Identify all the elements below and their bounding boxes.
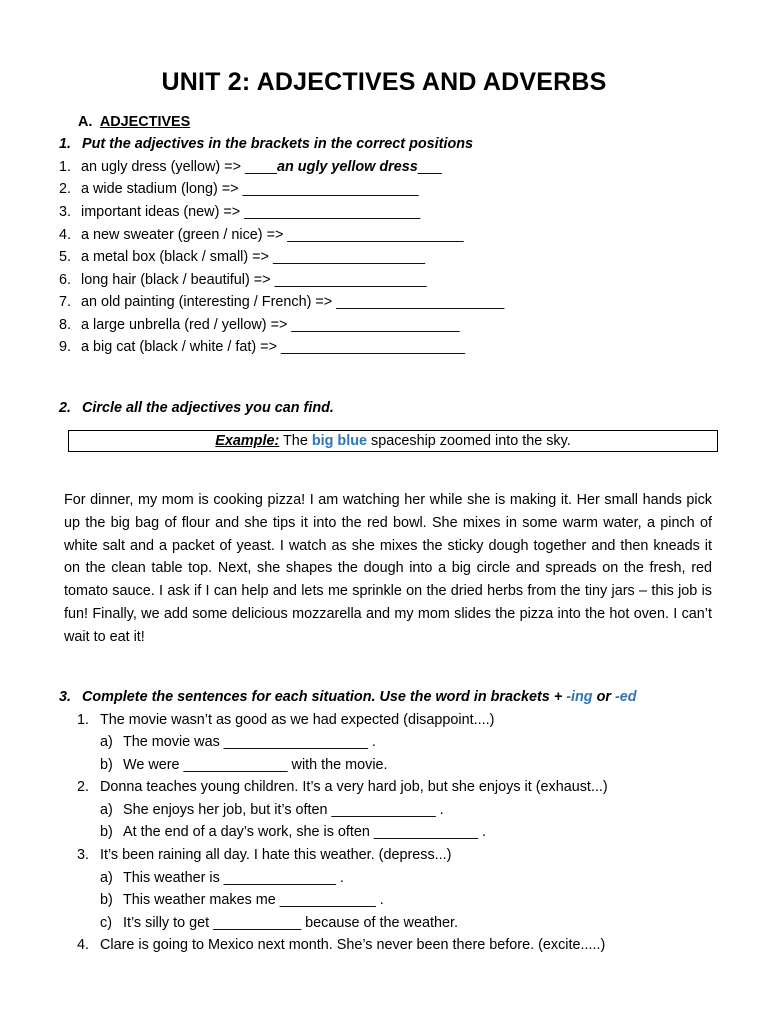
q3-subitem [100,892,384,908]
q3-subitem [100,824,486,840]
subitem-text: She enjoys her job, but it’s often _____________ . [123,802,444,818]
q1-item [59,227,463,243]
section-label: ADJECTIVES [99,114,191,130]
item-number: 1. [59,159,72,175]
item-text: a metal box (black / small) => ___________________ [81,249,426,265]
subitem-text: We were _____________ with the movie. [123,757,388,773]
subitem-text: It’s silly to get ___________ because of the weather. [123,915,458,931]
item-blank: ___ [417,159,442,175]
item-number: 4. [59,227,72,243]
q3-subitem [100,757,388,773]
item-number: 2. [59,181,72,197]
subitem-letter: a) [100,734,113,750]
item-number: 2. [77,779,90,795]
subitem-letter: a) [100,870,113,886]
example-box [68,430,718,452]
item-text: Donna teaches young children. It’s a very hard job, but she enjoys it (exhaust...) [100,779,608,795]
example-pre: The [279,433,312,449]
item-text: a big cat (black / white / fat) => _______________________ [81,339,466,355]
q1-item [59,339,465,355]
q3-ing: -ing [566,689,593,705]
q1-text: Put the adjectives in the brackets in the correct positions [82,136,474,152]
item-text: Clare is going to Mexico next month. She’s never been there before. (excite.....) [100,937,606,953]
item-number: 5. [59,249,72,265]
subitem-letter: b) [100,824,113,840]
q3-item [77,712,494,728]
q2-instruction [59,400,334,416]
example-label: Example: [215,433,280,449]
q1-item [59,294,504,310]
subitem-letter: c) [100,915,112,931]
example-post: spaceship zoomed into the sky. [367,433,571,449]
q1-item [59,272,427,288]
subitem-text: This weather is ______________ . [123,870,344,886]
q1-item [59,249,425,265]
q3-subitem [100,915,458,931]
q1-item [59,204,420,220]
item-number: 8. [59,317,72,333]
q3-number: 3. [59,689,72,705]
q3-or: or [592,689,615,705]
q3-item [77,847,451,863]
item-text: It’s been raining all day. I hate this weather. (depress...) [100,847,452,863]
item-text: The movie wasn’t as good as we had expected (disappoint....) [100,712,495,728]
item-text: important ideas (new) => ______________________ [81,204,421,220]
section-a-heading [78,114,190,130]
q3-item [77,937,605,953]
item-number: 9. [59,339,72,355]
q3-text: Complete the sentences for each situation. Use the word in brackets + [82,689,567,705]
example-highlight: big blue [311,433,367,449]
item-text: an ugly dress (yellow) => ____ [81,159,277,175]
q1-item [59,159,442,175]
q3-subitem [100,734,376,750]
subitem-letter: a) [100,802,113,818]
item-number: 4. [77,937,90,953]
section-letter: A. [78,114,93,130]
q1-instruction [59,136,473,152]
q3-instruction [59,689,637,705]
q2-text: Circle all the adjectives you can find. [82,400,334,416]
reading-paragraph: For dinner, my mom is cooking pizza! I am watching her while she is making it. Her small hands pick up the big bag of flour and she tips it into the red bowl. She mixes in some warm water, a pinch of white salt and a packet of yeast. I watch as she mixes the sticky dough together and then kneads it on the clean table top. Next, she shapes the dough into a big circle and spreads on the fresh, red tomato sauce. I ask if I can help and lets me sprinkle on the dried herbs from the tiny jars – this job is fun! Finally, we add some delicious mozzarella and my mom slides the pizza into the hot oven. I can’t wait to eat it! [64,492,712,645]
q3-subitem [100,870,344,886]
item-text: an old painting (interesting / French) => _____________________ [81,294,505,310]
item-number: 1. [77,712,90,728]
subitem-text: At the end of a day’s work, she is often _____________ . [123,824,486,840]
q1-number: 1. [59,136,72,152]
page-title: UNIT 2: ADJECTIVES AND ADVERBS [161,68,607,96]
item-number: 3. [77,847,90,863]
q1-item [59,317,459,333]
item-number: 3. [59,204,72,220]
item-text: a new sweater (green / nice) => ______________________ [81,227,464,243]
q3-subitem [100,802,444,818]
subitem-text: This weather makes me ____________ . [123,892,384,908]
q3-item [77,779,608,795]
q3-ed: -ed [614,689,637,705]
q2-number: 2. [59,400,72,416]
subitem-letter: b) [100,892,113,908]
item-answer: an ugly yellow dress [276,159,418,175]
q1-item [59,181,419,197]
item-number: 6. [59,272,72,288]
item-number: 7. [59,294,72,310]
item-text: long hair (black / beautiful) => ___________________ [81,272,427,288]
subitem-text: The movie was __________________ . [123,734,376,750]
item-text: a large unbrella (red / yellow) => _____________________ [81,317,460,333]
item-text: a wide stadium (long) => ______________________ [81,181,419,197]
subitem-letter: b) [100,757,113,773]
